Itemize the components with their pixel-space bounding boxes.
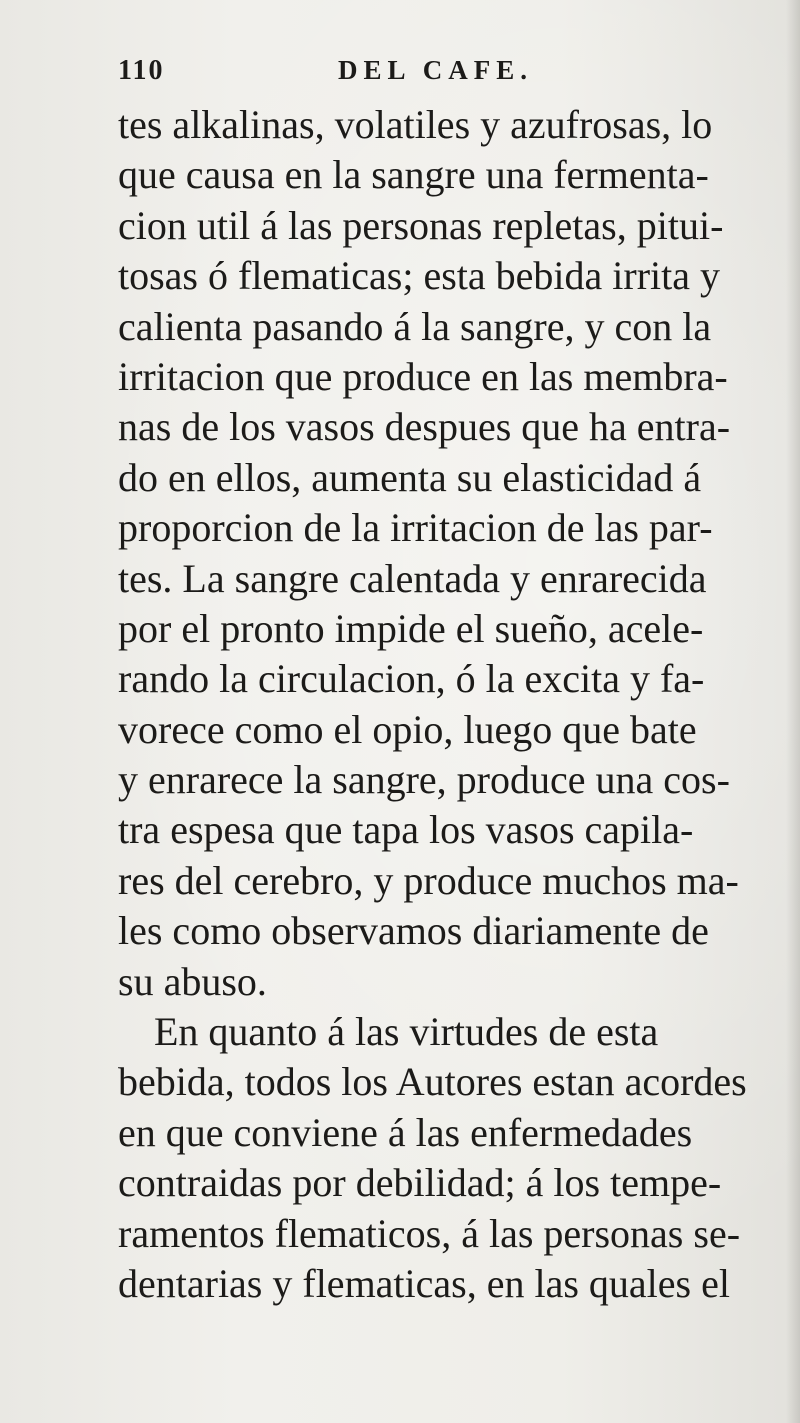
text-line: irritacion que produce en las membra-: [118, 353, 728, 399]
page-number: 110: [118, 55, 165, 86]
text-line: en que conviene á las enfermedades: [118, 1109, 693, 1155]
text-line: y enrarece la sangre, produce una cos-: [118, 757, 730, 803]
text-line: contraidas por debilidad; á los tempe-: [118, 1160, 722, 1206]
text-line: do en ellos, aumenta su elasticidad á: [118, 454, 702, 500]
text-line: cion util á las personas repletas, pitui-: [118, 202, 724, 248]
text-line: tra espesa que tapa los vasos capila-: [118, 807, 694, 853]
paragraph-first-line: En quanto á las virtudes de esta: [154, 1009, 659, 1055]
text-line: proporcion de la irritacion de las par-: [118, 505, 713, 551]
text-line: tosas ó flematicas; esta bebida irrita y: [118, 253, 721, 299]
text-line: bebida, todos los Autores estan acordes: [118, 1059, 747, 1105]
text-line: nas de los vasos despues que ha entra-: [118, 404, 731, 450]
text-line: ramentos flematicos, á las personas se-: [118, 1210, 741, 1256]
text-line: que causa en la sangre una fermenta-: [118, 152, 709, 198]
text-line: dentarias y flematicas, en las quales el: [118, 1260, 730, 1306]
text-line: su abuso.: [118, 958, 267, 1004]
running-head: DEL CAFE.: [338, 55, 534, 85]
text-line: tes alkalinas, volatiles y azufrosas, lo: [118, 102, 713, 147]
text-line: calienta pasando á la sangre, y con la: [118, 303, 712, 349]
page-header: [118, 55, 738, 95]
text-line: vorece como el opio, luego que bate: [118, 706, 697, 752]
text-line: res del cerebro, y produce muchos ma-: [118, 857, 739, 903]
body-text: [118, 100, 798, 1309]
text-line: les como observamos diariamente de: [118, 908, 709, 954]
text-line: rando la circulacion, ó la excita y fa-: [118, 656, 705, 702]
text-line: tes. La sangre calentada y enrarecida: [118, 555, 707, 601]
text-line: por el pronto impide el sueño, acele-: [118, 605, 704, 651]
